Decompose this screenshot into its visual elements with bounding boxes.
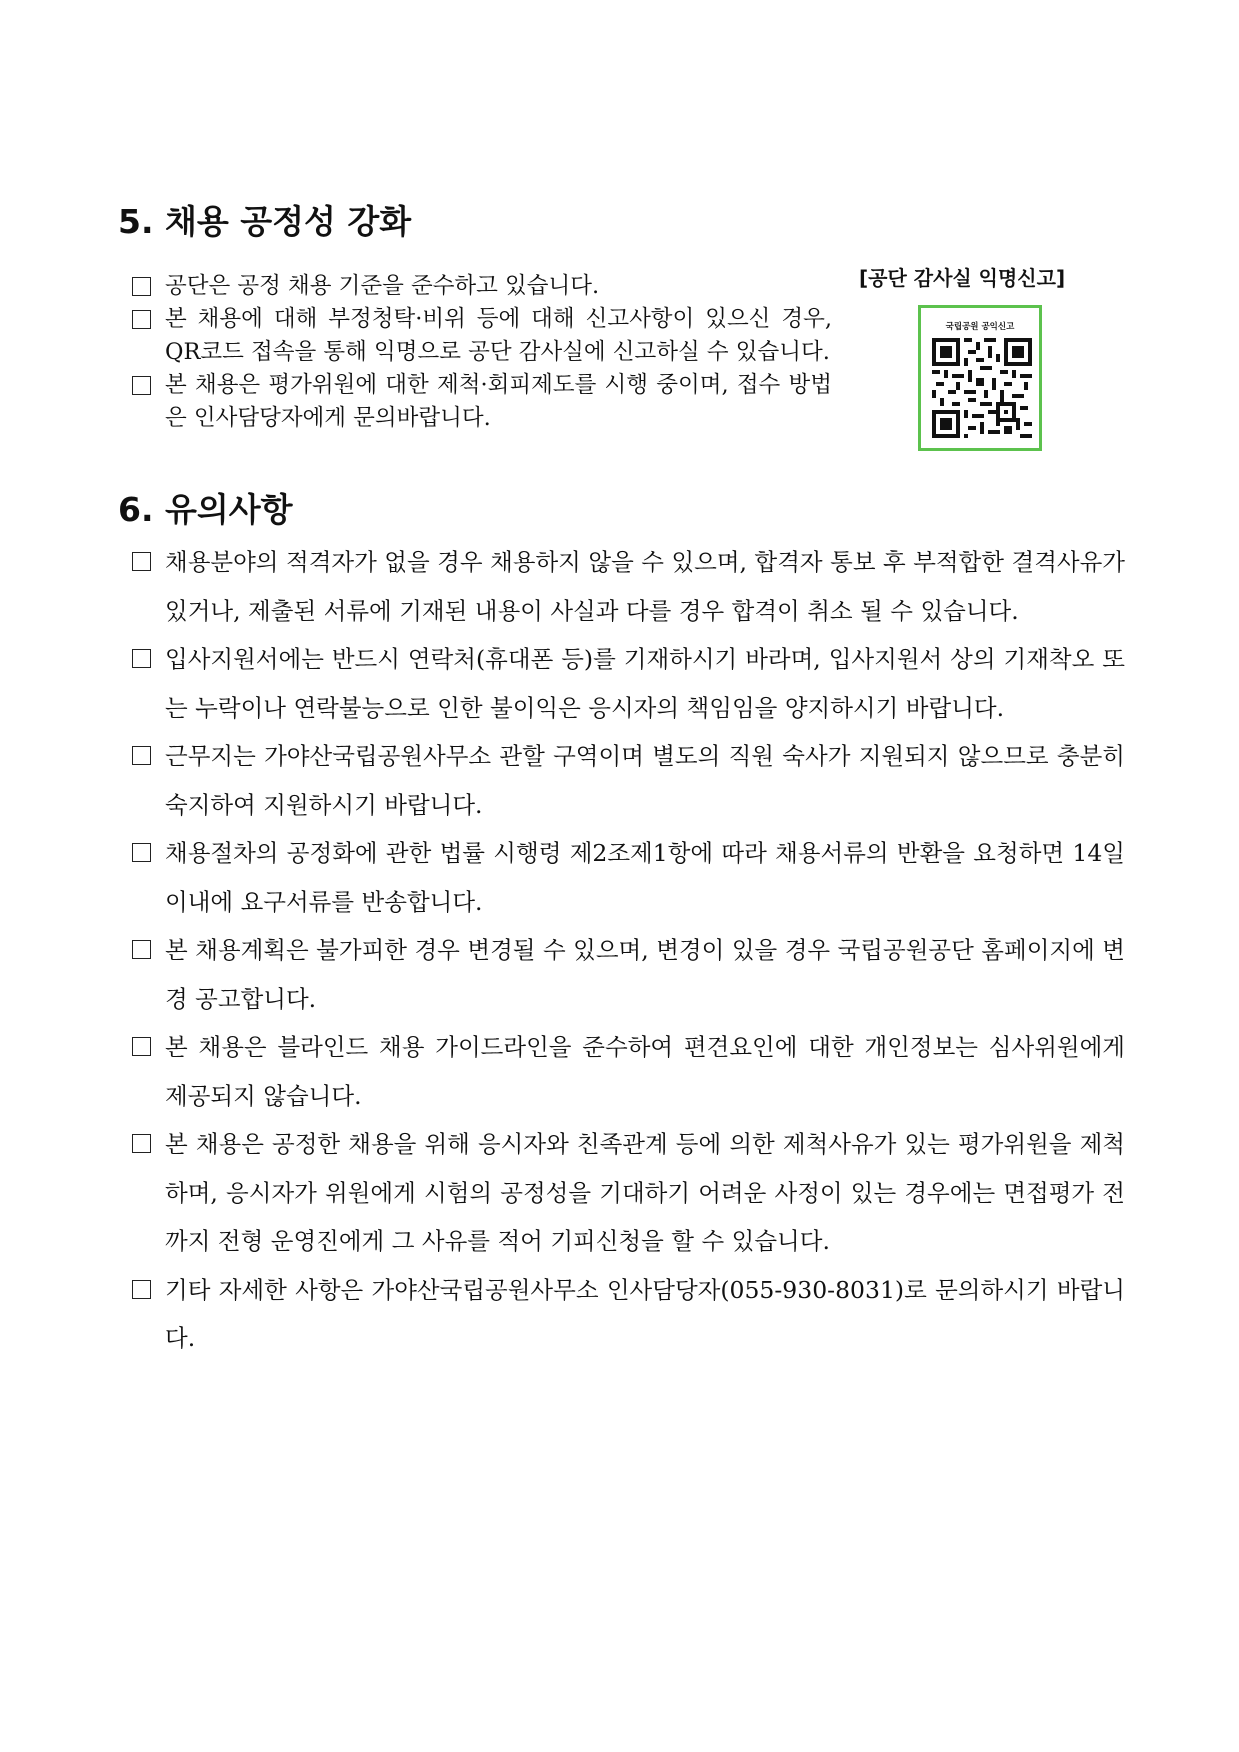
qr-caption: [공단 감사실 익명신고] <box>859 266 1066 290</box>
section5-list <box>132 270 832 435</box>
list-item <box>132 829 1125 926</box>
list-item <box>132 1266 1125 1363</box>
list-item <box>132 926 1125 1023</box>
checkbox-icon <box>132 940 151 959</box>
checkbox-icon <box>132 746 151 765</box>
checkbox-icon <box>132 376 151 395</box>
checkbox-icon <box>132 1134 151 1153</box>
section6-title: 6. 유의사항 <box>118 490 293 529</box>
qr-title: 국립공원 공익신고 <box>945 322 1015 332</box>
list-item <box>132 732 1125 829</box>
qr-code-card[interactable] <box>918 305 1042 451</box>
list-item-text: 본 채용은 평가위원에 대한 제척·회피제도를 시행 중이며, 접수 방법은 인사담당자에게 문의바랍니다. <box>165 372 832 431</box>
list-item <box>132 369 832 435</box>
list-item <box>132 303 832 369</box>
list-item <box>132 538 1125 635</box>
list-item <box>132 1120 1125 1266</box>
list-item <box>132 1023 1125 1120</box>
section6-list <box>132 538 1125 1363</box>
list-item-text: 본 채용에 대해 부정청탁·비위 등에 대해 신고사항이 있으신 경우, QR코드 접속을 통해 익명으로 공단 감사실에 신고하실 수 있습니다. <box>165 306 832 365</box>
checkbox-icon <box>132 1037 151 1056</box>
list-item-text: 본 채용은 블라인드 채용 가이드라인을 준수하여 편견요인에 대한 개인정보는 심사위원에게 제공되지 않습니다. <box>165 1033 1125 1110</box>
checkbox-icon <box>132 552 151 571</box>
list-item-text: 근무지는 가야산국립공원사무소 관할 구역이며 별도의 직원 숙사가 지원되지 않으므로 충분히 숙지하여 지원하시기 바랍니다. <box>165 742 1125 819</box>
list-item-text: 공단은 공정 채용 기준을 준수하고 있습니다. <box>165 273 600 299</box>
list-item-text: 채용절차의 공정화에 관한 법률 시행령 제2조제1항에 따라 채용서류의 반환을 요청하면 14일 이내에 요구서류를 반송합니다. <box>165 839 1125 916</box>
list-item-text: 채용분야의 적격자가 없을 경우 채용하지 않을 수 있으며, 합격자 통보 후 부적합한 결격사유가 있거나, 제출된 서류에 기재된 내용이 사실과 다를 경우 합격이 취소 될 수 있습니다. <box>165 548 1125 625</box>
list-item <box>132 635 1125 732</box>
section5-title: 5. 채용 공정성 강화 <box>118 202 412 241</box>
checkbox-icon <box>132 1280 151 1299</box>
list-item <box>132 270 832 303</box>
checkbox-icon <box>132 843 151 862</box>
checkbox-icon <box>132 649 151 668</box>
checkbox-icon <box>132 277 151 296</box>
list-item-text: 본 채용계획은 불가피한 경우 변경될 수 있으며, 변경이 있을 경우 국립공원공단 홈페이지에 변경 공고합니다. <box>165 936 1125 1013</box>
qr-code-icon <box>932 338 1032 438</box>
list-item-text: 기타 자세한 사항은 가야산국립공원사무소 인사담당자(055-930-8031)로 문의하시기 바랍니다. <box>165 1275 1125 1352</box>
list-item-text: 입사지원서에는 반드시 연락처(휴대폰 등)를 기재하시기 바라며, 입사지원서 상의 기재착오 또는 누락이나 연락불능으로 인한 불이익은 응시자의 책임임을 양지하시기 바랍니다. <box>165 645 1125 722</box>
list-item-text: 본 채용은 공정한 채용을 위해 응시자와 친족관계 등에 의한 제척사유가 있는 평가위원을 제척하며, 응시자가 위원에게 시험의 공정성을 기대하기 어려운 사정이 있는 경우에는 면접평가 전까지 전형 운영진에게 그 사유를 적어 기피신청을 할 수 있습니다. <box>165 1130 1125 1255</box>
checkbox-icon <box>132 310 151 329</box>
